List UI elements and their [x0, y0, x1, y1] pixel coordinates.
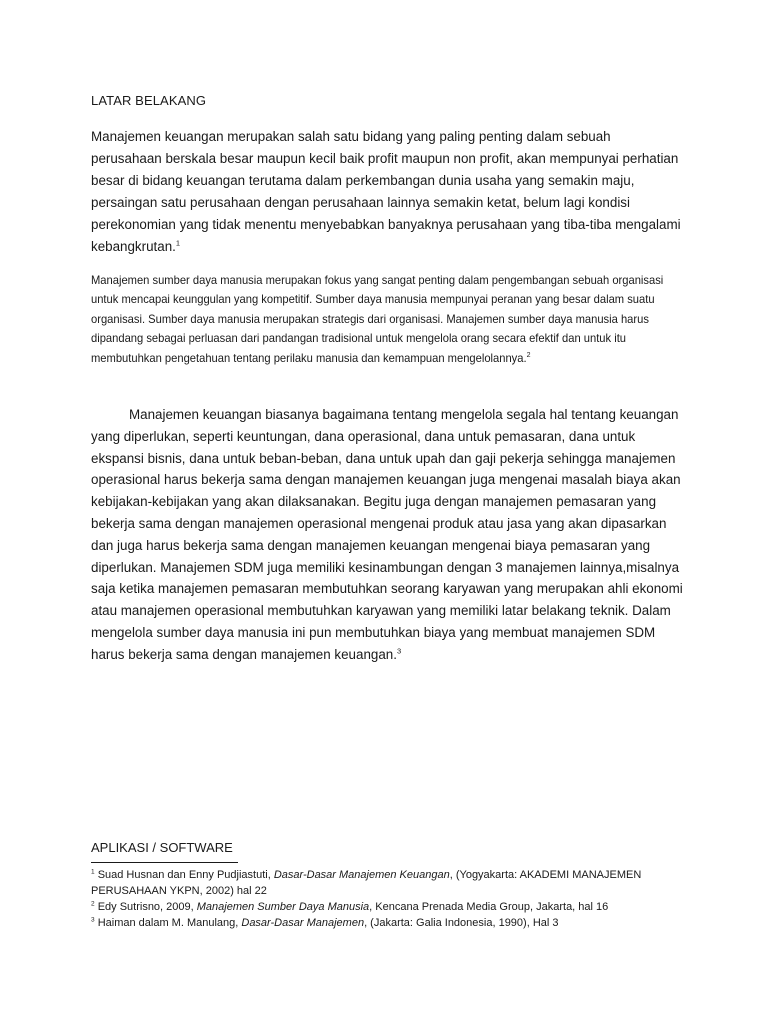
footnote-author: Suad Husnan dan Enny Pudjiastuti,: [97, 869, 274, 881]
footnote-ref-2: 2: [526, 349, 531, 359]
footnote-number: 2: [91, 900, 95, 908]
footnote-number: 3: [91, 916, 95, 924]
paragraph-text: Manajemen keuangan merupakan salah satu bidang yang paling penting dalam sebuah perusahaan berskala besar maupun kecil baik profit maupun non profit, akan mempunyai perhatian besar di bidang keuangan terutama dalam perkembangan dunia usaha yang semakin maju, persaingan satu perusahaan dengan perusahaan lainnya semakin ketat, belum lagi kondisi perekonomian yang tidak menentu menyebabkan banyaknya perusahaan yang tiba-tiba mengalami kebangkrutan.: [91, 129, 681, 254]
paragraph-keuangan: [91, 126, 681, 258]
footnote-ref-3: 3: [396, 646, 402, 656]
footnote-separator: [91, 862, 238, 863]
footnote-publication: , (Jakarta: Galia Indonesia, 1990), Hal 3: [364, 917, 559, 929]
footnote-title: Manajemen Sumber Daya Manusia: [196, 901, 370, 913]
section-heading-aplikasi-software: APLIKASI / SOFTWARE: [91, 840, 233, 855]
footnote-2: [91, 899, 671, 915]
footnote-ref-1: 1: [175, 238, 181, 248]
paragraph-text: Manajemen keuangan biasanya bagaimana tentang mengelola segala hal tentang keuangan yang diperlukan, seperti keuntungan, dana operasional, dana untuk pemasaran, dana untuk ekspansi bisnis, dana untuk beban-beban, dana untuk upah dan gaji pekerja sehingga manajemen operasional harus bekerja sama dengan manajemen keuangan juga mengenai masalah biaya akan kebijakan-kebijakan yang akan dilaksanakan. Begitu juga dengan manajemen pemasaran yang bekerja sama dengan manajemen operasional mengenai produk atau jasa yang akan dipasarkan dan juga harus bekerja sama dengan manajemen keuangan mengenai biaya pemasaran yang diperlukan. Manajemen SDM juga memiliki kesinambungan dengan 3 manajemen lainnya,misalnya saja ketika manajemen pemasaran membutuhkan seorang karyawan yang merupakan ahli ekonomi atau manajemen operasional membutuhkan karyawan yang memiliki latar belakang teknik. Dalam mengelola sumber daya manusia ini pun membutuhkan biaya yang membuat manajemen SDM harus bekerja sama dengan manajemen keuangan.: [91, 407, 683, 662]
footnote-publication: , Kencana Prenada Media Group, Jakarta, hal 16: [369, 901, 609, 913]
footnote-3: [91, 915, 671, 931]
paragraph-sdm: [91, 271, 683, 368]
footnote-1: [91, 867, 671, 899]
footnote-title: Dasar-Dasar Manajemen: [241, 917, 365, 929]
footnote-number: 1: [91, 868, 95, 876]
paragraph-manajemen-integrasi: [91, 404, 683, 666]
footnotes: [91, 867, 671, 931]
footnote-publication: , (Yogyakarta: AKADEMI MANAJEMEN PERUSAHAAN YKPN, 2002) hal 22: [91, 869, 642, 897]
footnote-author: Edy Sutrisno, 2009,: [97, 901, 197, 913]
footnote-title: Dasar-Dasar Manajemen Keuangan: [273, 869, 450, 881]
paragraph-text: Manajemen sumber daya manusia merupakan fokus yang sangat penting dalam pengembangan sebuah organisasi untuk mencapai keunggulan yang kompetitif. Sumber daya manusia mempunyai peranan yang besar dalam suatu organisasi. Sumber daya manusia merupakan strategis dari organisasi. Manajemen sumber daya manusia harus dipandang sebagai perluasan dari pandangan tradisional untuk mengelola orang secara efektif dan untuk itu membutuhkan pengetahuan tentang perilaku manusia dan kemampuan mengelolannya.: [91, 273, 664, 365]
section-heading-latar-belakang: LATAR BELAKANG: [91, 93, 207, 108]
footnote-author: Haiman dalam M. Manulang,: [97, 917, 242, 929]
